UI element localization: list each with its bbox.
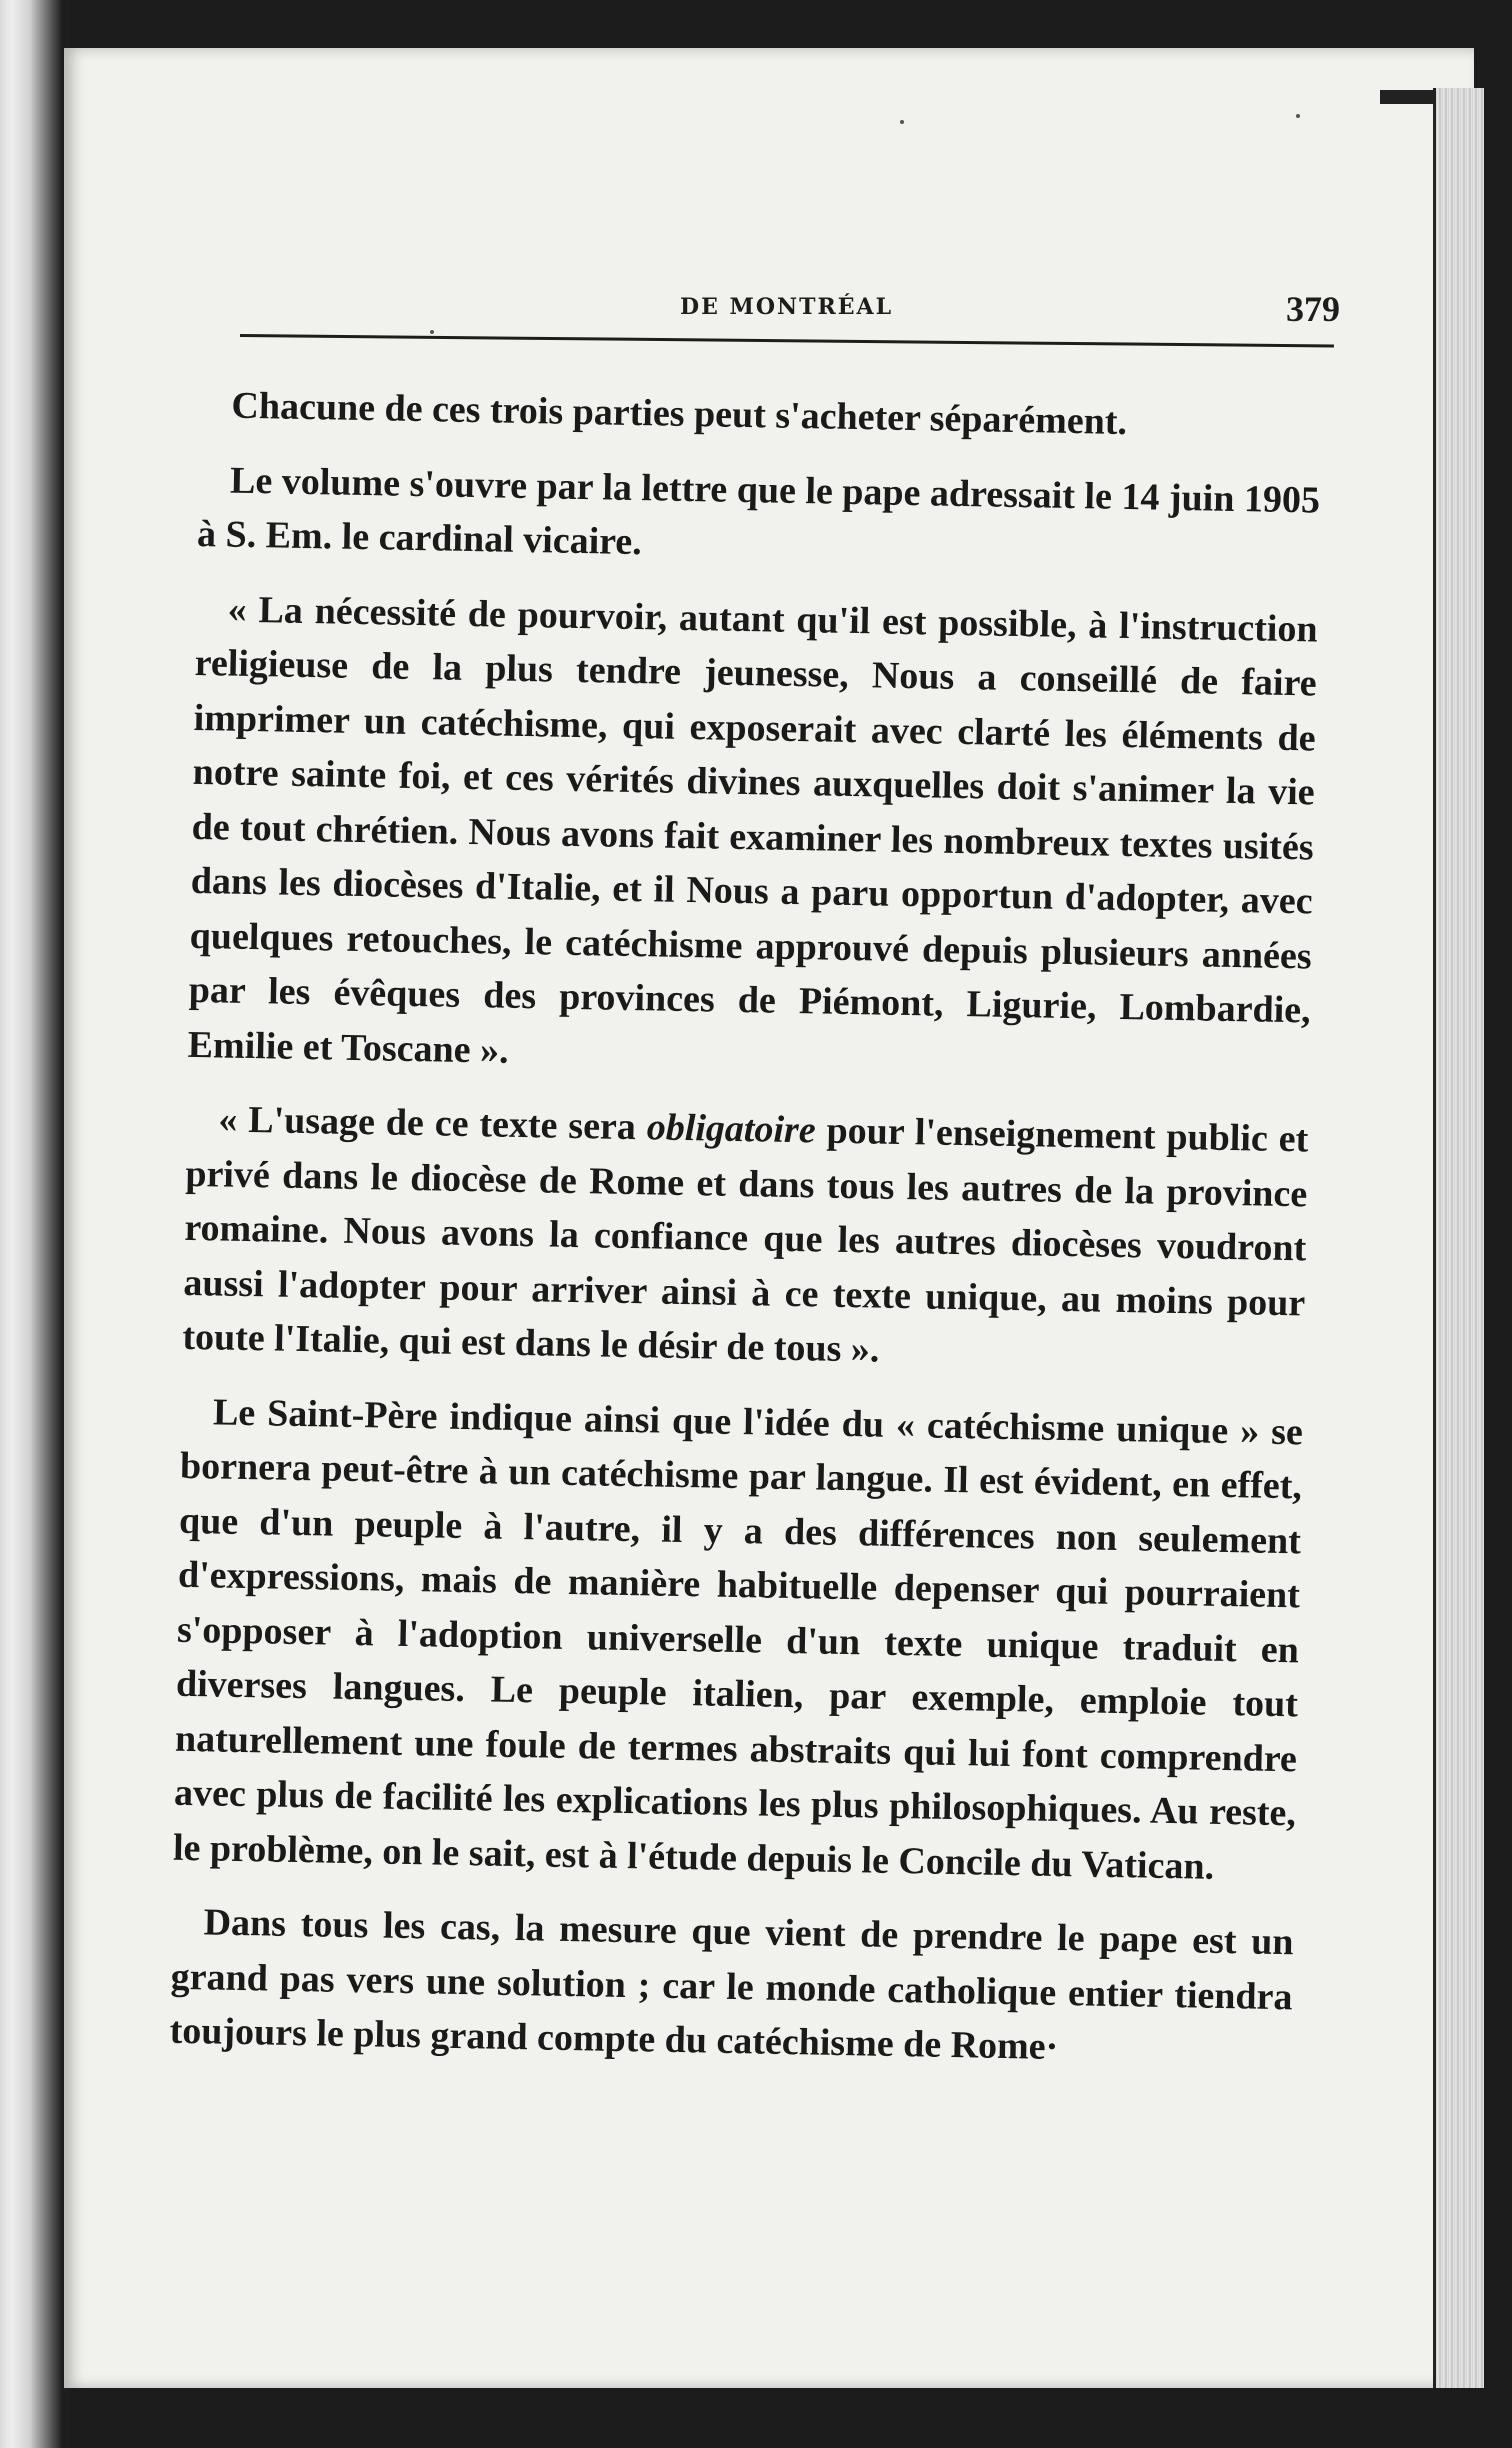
paragraph-6: Dans tous les cas, la mesure que vient de prendre le pape est un grand pas vers une solution ; car le monde catholique entier tiendra toujours le plus grand compte du catéchisme de Rome· (169, 1901, 1294, 2069)
scan-speck (430, 330, 434, 334)
book-binding-edge (0, 0, 70, 2448)
paragraph-4-end: pour l'enseignement public et privé dans le diocèse de Rome et dans tous les autres de la province romaine. Nous avons la confiance que les autres diocèses voudront aussi l'adopter pour arriver ainsi à ce texte unique, au moins pour toute l'Italie, qui est dans le désir de tous ». (182, 1109, 1309, 1371)
paragraph-3-quotation: « La nécessité de pourvoir, autant qu'il est possible, à l'instruction religieuse de la plus tendre jeunesse, Nous a conseillé de faire imprimer un catéchisme, qui exposerait avec clarté les éléments de notre sainte foi, et ces vérités divines auxquelles doit s'animer la vie de tout chrétien. Nous avons fait examiner les nombreux textes usités dans les diocèses d'Italie, et il Nous a paru opportun d'adopter, avec quelques retouches, le catéchisme approuvé depuis plusieurs années par les évêques des provinces de Piémont, Ligurie, Lombardie, Emilie et Toscane ». (187, 588, 1318, 1072)
paragraph-5: Le Saint-Père indique ainsi que l'idée du « catéchisme unique » se bornera peut-être à un catéchisme par langue. Il est évident, en effet, que d'un peuple à l'autre, il y a des différences non seulement d'expressions, mais de manière habituelle depenser qui pourraient s'opposer à l'adoption universelle d'un texte unique traduit en diverses langues. Le peuple italien, par exemple, emploie tout naturellement une foule de termes abstraits qui lui font comprendre avec plus de facilité les explications les plus philosophiques. Au reste, le problème, on le sait, est à l'étude depuis le Concile du Vatican. (172, 1390, 1304, 1888)
paragraph-2: Le volume s'ouvre par la lettre que le pape adressait le 14 juin 1905 à S. Em. le cardinal vicaire. (196, 459, 1321, 564)
scan-speck (1296, 114, 1300, 118)
paragraph-1: Chacune de ces trois parties peut s'acheter séparément. (231, 384, 1128, 443)
paragraph-4-quotation (182, 1092, 1309, 1385)
body-text (169, 378, 1322, 2099)
page-number: 379 (1286, 289, 1340, 329)
running-title: DE MONTRÉAL (680, 294, 894, 320)
running-header (240, 288, 1340, 332)
page-stack-edge (1433, 88, 1484, 2388)
scan-speck (900, 120, 904, 124)
paragraph-4-start: « L'usage de ce texte sera (218, 1098, 648, 1149)
paragraph-4-italic: obligatoire (646, 1106, 817, 1152)
